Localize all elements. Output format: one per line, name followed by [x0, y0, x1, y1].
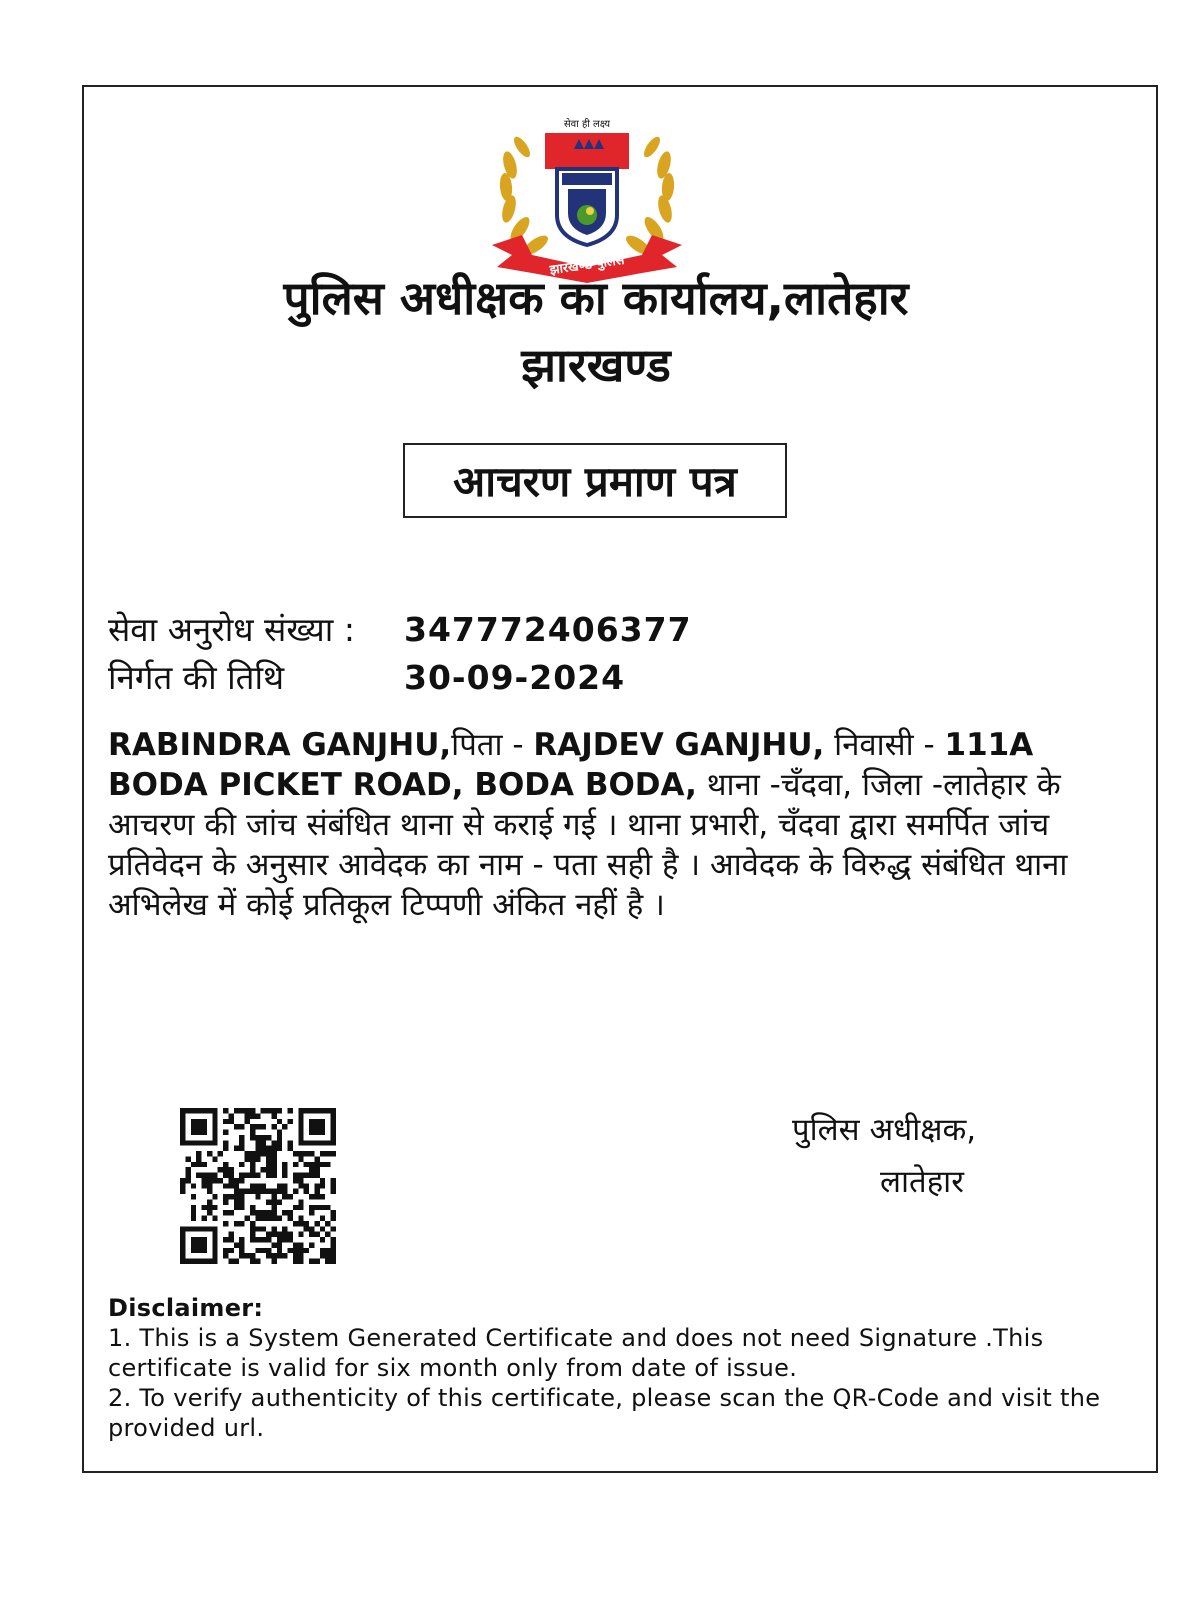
signatory-district: लातेहार — [880, 1164, 964, 1200]
issue-date-label: निर्गत की तिथि — [108, 658, 285, 697]
disclaimer-heading: Disclaimer: — [108, 1294, 264, 1322]
applicant-name: RABINDRA GANJHU, — [108, 727, 452, 763]
state-title: झारखण्ड — [521, 338, 671, 392]
resident-label: निवासी - — [824, 727, 945, 763]
jharkhand-police-emblem — [482, 105, 692, 285]
father-name: RAJDEV GANJHU, — [533, 727, 825, 763]
disclaimer — [108, 1293, 1138, 1443]
disclaimer-item: 2. To verify authenticity of this certificate, please scan the QR-Code and visit the provided url. — [108, 1384, 1101, 1442]
office-title: पुलिस अधीक्षक का कार्यालय,लातेहार — [283, 271, 909, 325]
body-statement: थाना -चँदवा, जिला -लातेहार के आचरण की जांच संबंधित थाना से कराई गई । थाना प्रभारी, चँदवा द्वारा समर्पित जांच प्रतिवेदन के अनुसार आवेदक का नाम - पता सही है । आवेदक के विरुद्ध संबंधित थाना अभिलेख में कोई प्रतिकूल टिप्पणी अंकित नहीं है । — [108, 767, 1068, 923]
request-number-row — [108, 608, 692, 652]
applicant-address: 111A BODA PICKET ROAD, BODA BODA, — [108, 727, 1034, 803]
emblem-motto: सेवा ही लक्ष्य — [563, 119, 611, 130]
issue-date-row — [108, 656, 625, 700]
request-number-value: 347772406377 — [404, 610, 692, 649]
emblem-banner: झारखण्ड पुलिस — [548, 252, 626, 279]
certificate-title: आचरण प्रमाण पत्र — [403, 443, 787, 518]
disclaimer-item: 1. This is a System Generated Certificate and does not need Signature .This certificate is valid for six month only from date of issue. — [108, 1324, 1044, 1382]
request-number-label: सेवा अनुरोध संख्या : — [108, 610, 355, 649]
signatory-title: पुलिस अधीक्षक, — [792, 1112, 977, 1148]
issue-date-value: 30-09-2024 — [404, 658, 626, 697]
certificate-body — [108, 725, 1138, 925]
qr-code[interactable] — [180, 1108, 336, 1264]
father-label: पिता - — [451, 727, 534, 763]
